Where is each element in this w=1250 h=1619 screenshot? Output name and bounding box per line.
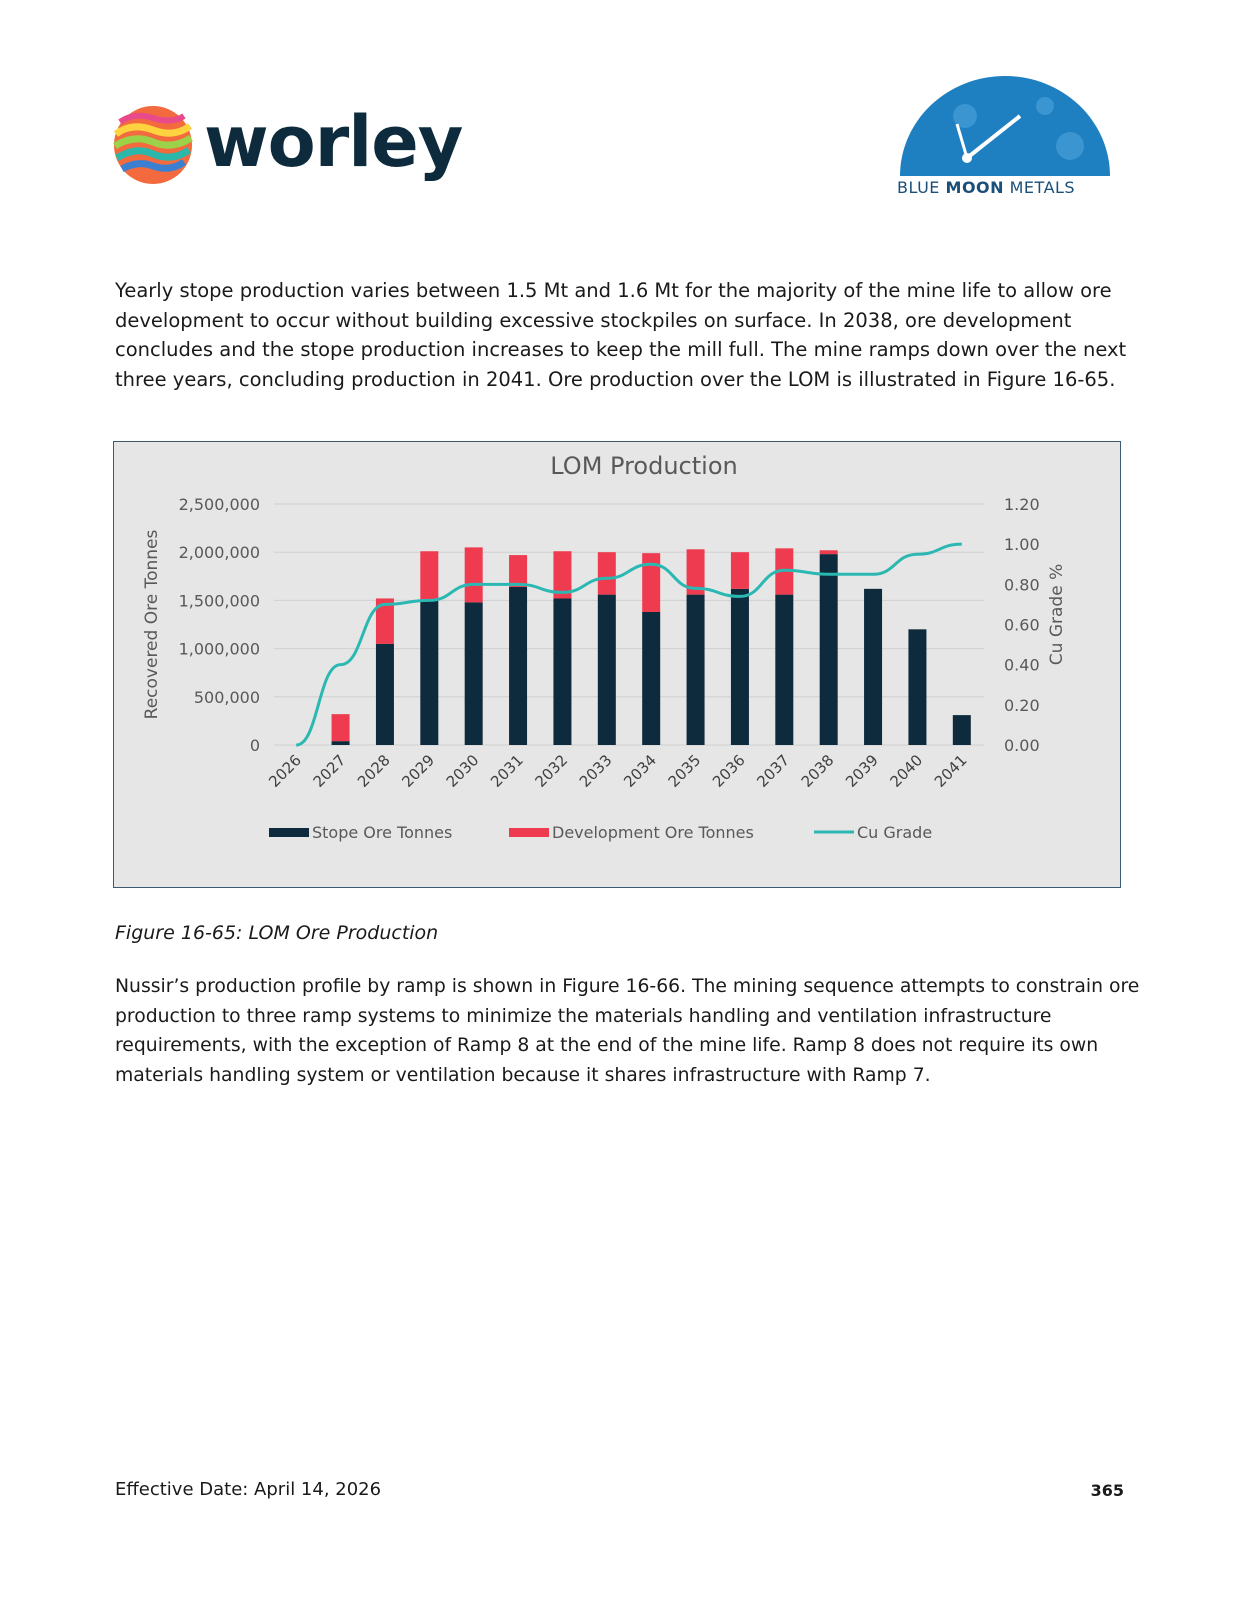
y-tick-label: 1,500,000 [178, 591, 260, 611]
x-tick-label: 2034 [620, 751, 661, 791]
y2-tick-label: 0.80 [1004, 575, 1040, 595]
y-tick-label: 1,000,000 [178, 639, 260, 659]
bar-development-2034 [642, 553, 660, 612]
legend-label: Development Ore Tonnes [552, 823, 754, 842]
x-tick-label: 2026 [265, 751, 306, 791]
y2-tick-label: 0.40 [1004, 655, 1040, 675]
page-number: 365 [1090, 1481, 1124, 1500]
worley-wordmark: worley [204, 101, 463, 183]
bar-stope-2027 [332, 741, 350, 745]
moon-icon [895, 76, 1120, 176]
y-axis-title: Recovered Ore Tonnes [142, 529, 162, 720]
x-tick-label: 2028 [354, 751, 394, 791]
chart-svg [114, 442, 1119, 886]
bar-development-2038 [820, 550, 838, 554]
x-tick-label: 2032 [531, 751, 572, 791]
worley-logo [112, 100, 463, 190]
bar-stope-2030 [465, 602, 483, 745]
x-tick-label: 2040 [886, 751, 927, 791]
blue-moon-metals-wordmark: BLUE MOON METALS [897, 178, 1076, 197]
bar-development-2033 [598, 552, 616, 594]
intro-paragraph: Yearly stope production varies between 1.5 Mt and 1.6 Mt for the majority of the mine life to allow ore development to occur without building excessive stockpiles on surface. In 2038, ore development concludes and the stope production increases to keep the mill full. The mine ramps down over the next three years, concluding production in 2041. Ore production over the LOM is illustrated in Figure 16-65. [115, 279, 1127, 391]
y-tick-label: 500,000 [193, 687, 260, 707]
bar-stope-2028 [376, 644, 394, 745]
y2-tick-label: 1.20 [1004, 495, 1040, 514]
x-tick-label: 2038 [797, 751, 838, 791]
x-tick-label: 2036 [709, 751, 749, 791]
bar-development-2029 [420, 551, 438, 600]
bar-stope-2040 [908, 629, 926, 745]
blue-moon-metals-logo [895, 76, 1120, 206]
legend-label: Cu Grade [857, 823, 933, 842]
legend-label: Stope Ore Tonnes [312, 823, 453, 842]
y2-tick-label: 1.00 [1004, 535, 1040, 555]
x-tick-label: 2039 [842, 751, 882, 791]
x-tick-label: 2029 [398, 751, 439, 791]
lom-production-chart [113, 441, 1121, 888]
line-cu-grade [296, 544, 962, 745]
x-tick-label: 2035 [664, 751, 705, 791]
y2-tick-label: 0.60 [1004, 615, 1040, 635]
worley-swirl-icon [112, 104, 194, 186]
bar-stope-2036 [731, 589, 749, 745]
bar-stope-2031 [509, 587, 527, 745]
x-tick-label: 2030 [442, 751, 483, 791]
bar-stope-2035 [687, 595, 705, 745]
figure-caption: Figure 16-65: LOM Ore Production [115, 922, 439, 944]
legend-swatch [509, 828, 549, 837]
bar-stope-2039 [864, 589, 882, 745]
x-tick-label: 2027 [309, 751, 350, 791]
y2-tick-label: 0.20 [1004, 695, 1040, 715]
bar-development-2027 [332, 714, 350, 741]
y2-axis-title: Cu Grade % [1047, 563, 1067, 666]
bar-stope-2037 [775, 595, 793, 745]
legend-swatch [269, 828, 309, 837]
bar-stope-2041 [953, 715, 971, 745]
y-tick-label: 2,000,000 [178, 543, 260, 563]
bar-stope-2038 [820, 554, 838, 745]
bar-development-2030 [465, 547, 483, 602]
effective-date: Effective Date: April 14, 2026 [115, 1479, 382, 1500]
bar-stope-2029 [420, 600, 438, 745]
x-tick-label: 2033 [575, 751, 616, 791]
bar-stope-2033 [598, 595, 616, 745]
chart-title: LOM Production [550, 452, 738, 480]
y2-tick-label: 0.00 [1004, 736, 1040, 755]
x-tick-label: 2041 [930, 751, 971, 791]
bar-development-2036 [731, 552, 749, 589]
x-tick-label: 2037 [753, 751, 794, 791]
y-tick-label: 2,500,000 [178, 495, 260, 514]
ramp-paragraph: Nussir’s production profile by ramp is shown in Figure 16-66. The mining sequence attempts to constrain ore production to three ramp systems to minimize the materials handling and ventilation infrastructure requirements, with the exception of Ramp 8 at the end of the mine life. Ramp 8 does not require its own materials handling system or ventilation because it shares infrastructure with Ramp 7. [115, 976, 1140, 1086]
x-tick-label: 2031 [487, 751, 527, 791]
bar-stope-2032 [553, 598, 571, 745]
bar-development-2031 [509, 555, 527, 587]
y-tick-label: 0 [249, 736, 260, 755]
bar-stope-2034 [642, 612, 660, 745]
